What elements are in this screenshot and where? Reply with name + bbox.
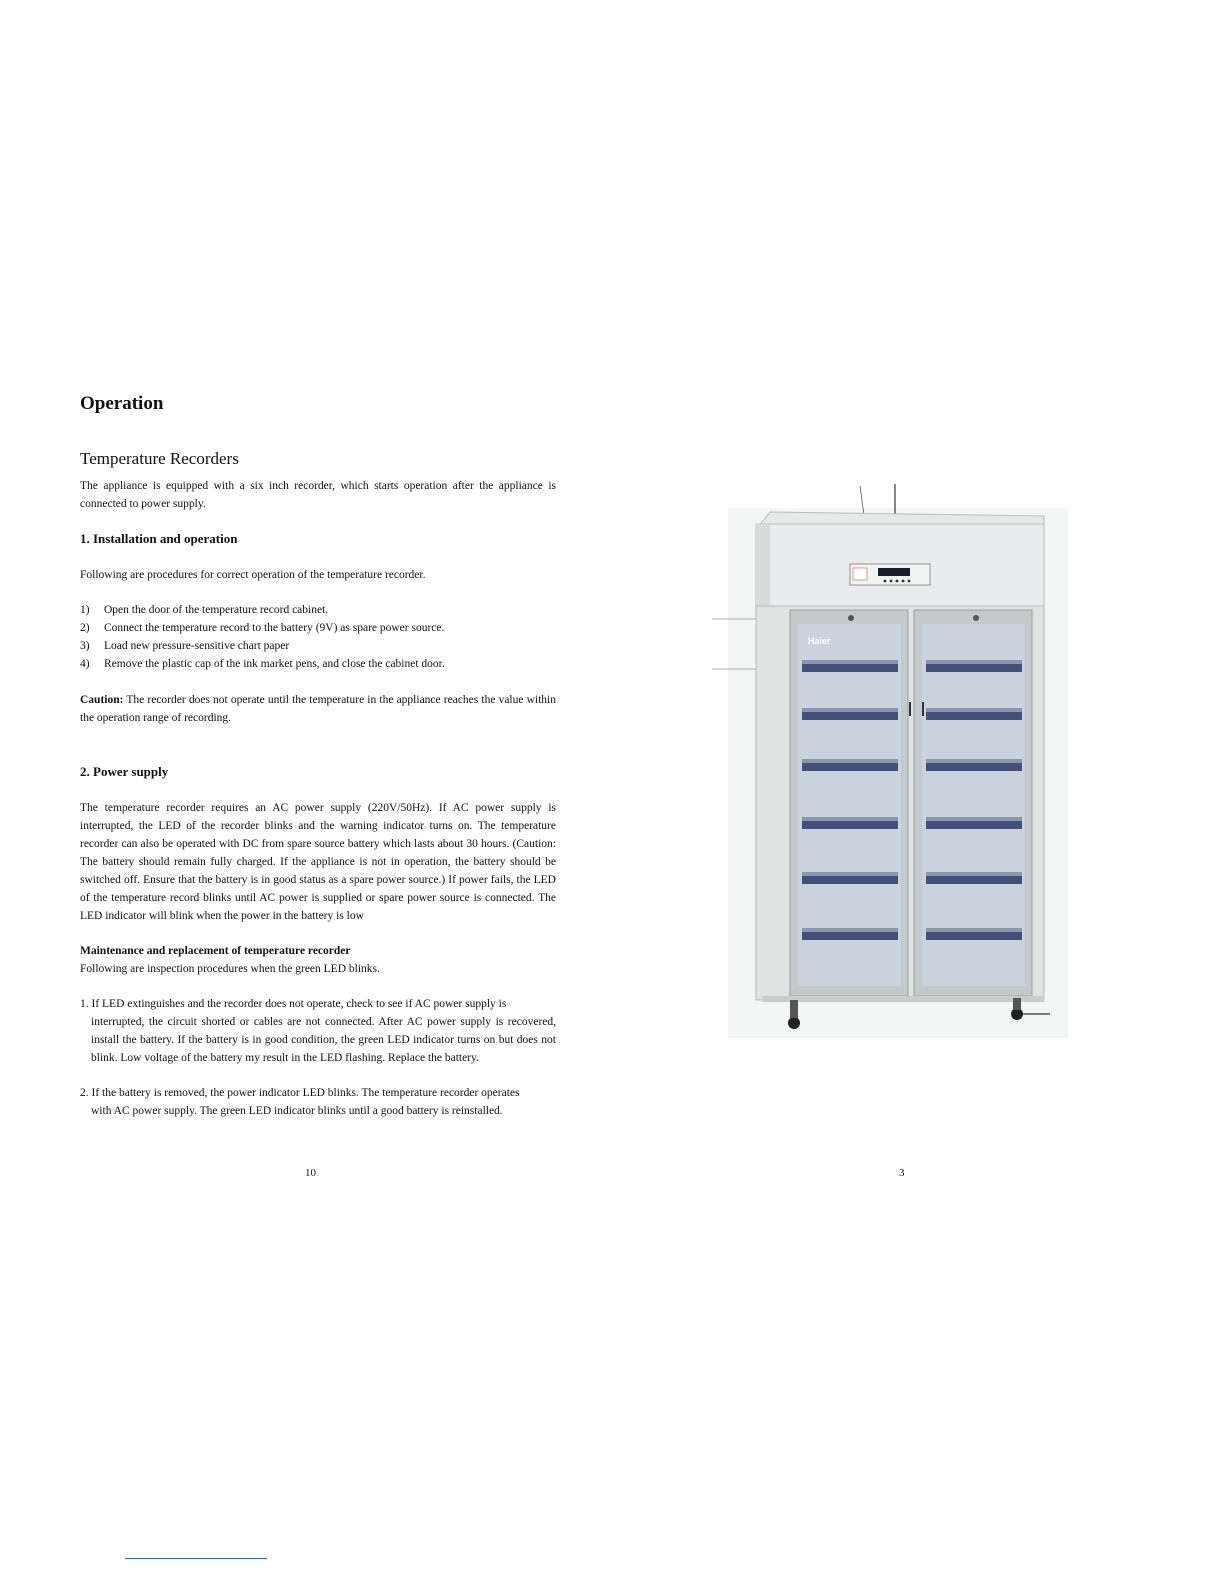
brand-logo: Haier (808, 636, 831, 646)
page-number-left: 10 (305, 1167, 316, 1179)
step-number: 1) (80, 604, 90, 616)
caution-paragraph (80, 691, 556, 727)
step-number: 3) (80, 640, 90, 652)
installation-steps (80, 601, 556, 673)
installation-heading: 1. Installation and operation (80, 531, 238, 546)
refrigerator-illustration (708, 480, 1078, 1040)
list-item (80, 637, 556, 655)
step-text: Load new pressure-sensitive chart paper (104, 640, 290, 652)
page-number-right: 3 (899, 1167, 905, 1179)
step-text: Connect the temperature record to the battery (9V) as spare power source. (104, 622, 445, 634)
power-paragraph: The temperature recorder requires an AC power supply (220V/50Hz). If AC power supply is interrupted, the LED of the recorder blinks and the warning indicator turns on. The temperature recorder can also be operated with DC from spare source battery which lasts about 30 hours. (Caution: The battery should remain fully charged. If the appliance is not in operation, the battery should be switched off. Ensure that the battery is in good status as a spare power source.) If power fails, the LED of the temperature record blinks until AC power is supplied or spare power source is connected. The LED indicator will blink when the power in the battery is low (80, 802, 556, 922)
list-item (80, 601, 556, 619)
list-item (80, 619, 556, 637)
power-heading: 2. Power supply (80, 764, 169, 779)
list-item (80, 1084, 556, 1120)
item-first-line: 2. If the battery is removed, the power indicator LED blinks. The temperature recorder operates (80, 1087, 520, 1099)
maintenance-heading: Maintenance and replacement of temperature recorder (80, 945, 351, 957)
step-number: 2) (80, 622, 90, 634)
item-continuation: with AC power supply. The green LED indicator blinks until a good battery is reinstalled. (91, 1105, 503, 1117)
footer-link-underline (125, 1558, 267, 1559)
installation-lead: Following are procedures for correct operation of the temperature recorder. (80, 569, 426, 581)
section-title: Temperature Recorders (80, 449, 239, 468)
step-text: Open the door of the temperature record cabinet. (104, 604, 329, 616)
intro-paragraph: The appliance is equipped with a six inch recorder, which starts operation after the appliance is connected to power supply. (80, 480, 556, 510)
item-first-line: 1. If LED extinguishes and the recorder does not operate, check to see if AC power supply is (80, 998, 507, 1010)
list-item (80, 655, 556, 673)
step-text: Remove the plastic cap of the ink market pens, and close the cabinet door. (104, 658, 445, 670)
page-title: Operation (80, 393, 164, 414)
step-number: 4) (80, 658, 90, 670)
list-item (80, 995, 556, 1067)
maintenance-lead: Following are inspection procedures when the green LED blinks. (80, 963, 380, 975)
caution-label: Caution: (80, 694, 124, 706)
caution-text: The recorder does not operate until the temperature in the appliance reaches the value within the operation range of recording. (80, 694, 556, 724)
item-continuation: interrupted, the circuit shorted or cables are not connected. After AC power supply is recovered, install the battery. If the battery is in good condition, the green LED indicator turns on but does not blink. Low voltage of the battery my result in the LED flashing. Replace the battery. (91, 1016, 556, 1064)
